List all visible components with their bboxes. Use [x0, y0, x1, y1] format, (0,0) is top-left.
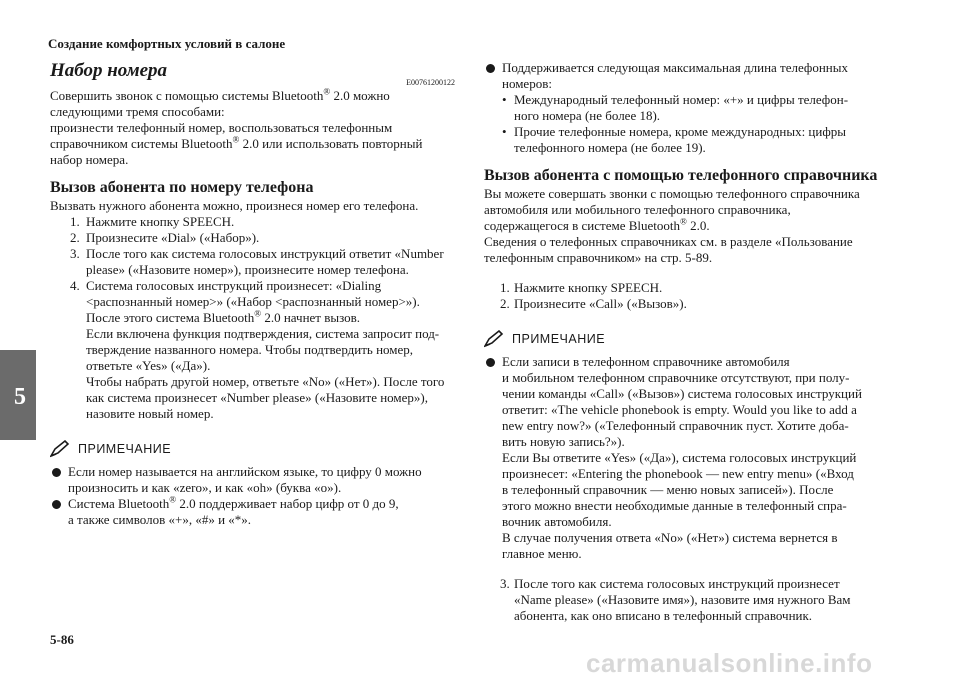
bullet-icon — [52, 500, 61, 509]
document-code: E00761200122 — [406, 78, 455, 87]
list-item: 1. Нажмите кнопку SPEECH. — [70, 214, 235, 229]
bullet-icon — [486, 358, 495, 367]
page-number: 5-86 — [50, 632, 74, 647]
note-header — [484, 330, 904, 348]
length-bullet: Поддерживается следующая максимальная длина телефонных номеров: — [484, 60, 904, 92]
note-pen-icon — [484, 330, 504, 348]
phonebook-steps-list — [484, 280, 904, 312]
intro-paragraph: Совершить звонок с помощью системы Bluetooth® 2.0 можно следующими тремя способами: произнести телефонный номер, воспользоваться телефонным справочником системы Bluetooth® 2.0 или использовать повторный набор номера. — [50, 86, 423, 167]
list-item: 3. После того как система голосовых инструкций произнесет «Name please» («Назовите имя»), назовите имя нужного Вам абонента, как оно вписано в телефонный справочник. — [500, 576, 851, 623]
list-item: 3. После того как система голосовых инструкций ответит «Number please» («Назовите номер»), произнесите номер телефона. — [70, 246, 444, 277]
bullet-icon — [486, 64, 495, 73]
note-pen-icon — [50, 440, 70, 458]
sub-bullet: • Международный телефонный номер: «+» и цифры телефон- ного номера (не более 18). — [502, 92, 849, 123]
list-item: 1. Нажмите кнопку SPEECH. — [500, 280, 663, 295]
page-header: Создание комфортных условий в салоне — [48, 36, 286, 51]
right-column — [484, 60, 904, 624]
dial-steps-list — [50, 214, 455, 422]
list-item: 2. Произнесите «Dial» («Набор»). — [70, 230, 260, 245]
note-bullet: Если номер называется на английском языке, то цифру 0 можно произносить и как «zero», и как «oh» (буква «o»). — [50, 464, 455, 496]
phonebook-paragraph: Вы можете совершать звонки с помощью телефонного справочника автомобиля или мобильного телефонного справочника, содержащегося в системе Bluetooth® 2.0. Сведения о телефонных справочниках см. в разделе «Пользование телефонным справочником» на стр. 5-89. — [484, 186, 860, 265]
phonebook-step3-list — [484, 576, 904, 624]
section-title-dialing: Набор номера — [50, 60, 168, 81]
note-header — [50, 440, 455, 458]
note-bullet: Если записи в телефонном справочнике автомобиля и мобильном телефонном справочнике отсутствуют, при полу- чении команды «Call» («Вызов») система голосовых инструкций ответит: «The vehicle phonebook is empty. Would you like to add a new entry now?» («Телефонный справочник пуст. Хотите доба- вить новую запись?»). Если Вы ответите «Yes» («Да»), система голосовых инструкций произнесет: «Entering the phonebook — new entry menu» («Вход в телефонный справочник — меню новых записей»). После этого можно внести необходимые данные в телефонный спра- вочник автомобиля. В случае получения ответа «No» («Нет») система вернется в главное меню. — [484, 354, 904, 562]
bullet-icon — [52, 468, 61, 477]
subsection-intro: Вызвать нужного абонента можно, произнеся номер его телефона. — [50, 198, 419, 213]
sub-bullet: • Прочие телефонные номера, кроме международных: цифры телефонного номера (не более 19). — [502, 124, 847, 155]
subsection-title-call-by-number: Вызов абонента по номеру телефона — [50, 179, 314, 196]
chapter-number: 5 — [14, 384, 26, 410]
note-bullet: Система Bluetooth® 2.0 поддерживает набор цифр от 0 до 9, а также символов «+», «#» и «*». — [50, 496, 455, 528]
list-item: 4. Система голосовых инструкций произнесет: «Dialing <распознанный номер>» («Набор <распознанный номер>»). После этого система Bluetooth® 2.0 начнет вызов. Если включена функция подтверждения, система запросит под- тверждение названного номера. Чтобы подтвердить номер, ответьте «Yes» («Да»). Чтобы набрать другой номер, ответьте «No» («Нет»). После того как система произнесет «Number please» («Назовите номер»), назовите новый номер. — [70, 278, 445, 421]
list-item: 2. Произнесите «Call» («Вызов»). — [500, 296, 687, 311]
left-column — [50, 60, 455, 528]
subsection-title-phonebook: Вызов абонента с помощью телефонного справочника — [484, 167, 878, 184]
watermark: carmanualsonline.info — [586, 648, 873, 678]
note-label: ПРИМЕЧАНИЕ — [78, 442, 172, 456]
note-label: ПРИМЕЧАНИЕ — [512, 332, 606, 346]
